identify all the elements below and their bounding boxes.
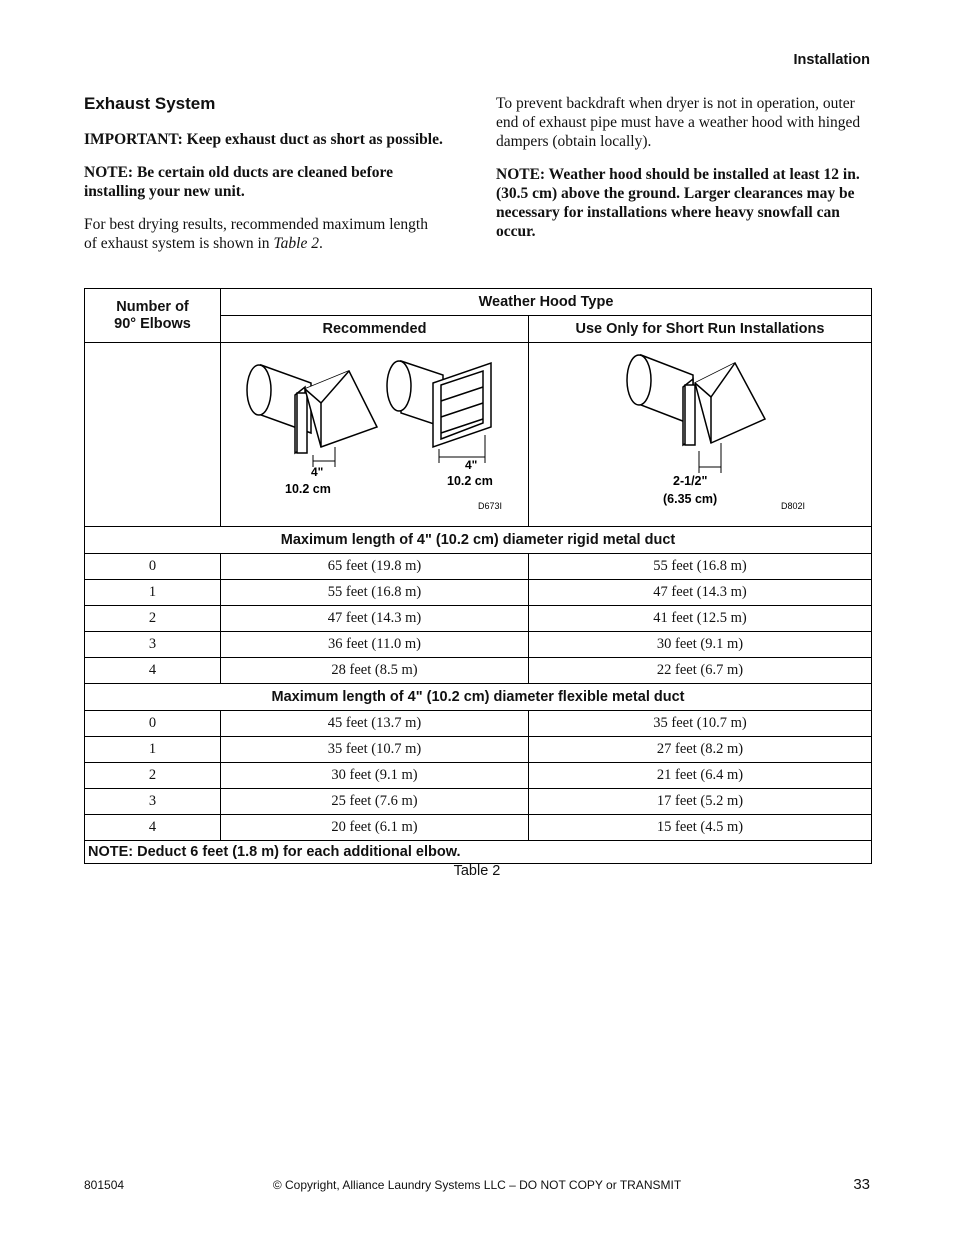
dim-extension bbox=[699, 443, 721, 473]
hood-left-cap bbox=[305, 371, 377, 447]
table-row bbox=[85, 763, 872, 789]
cell-elbows: 4 bbox=[85, 815, 221, 841]
cell-recommended: 45 feet (13.7 m) bbox=[221, 711, 529, 737]
cell-recommended: 25 feet (7.6 m) bbox=[221, 789, 529, 815]
elbows-column-header: Number of 90° Elbows bbox=[85, 289, 221, 343]
hood-left-flange bbox=[297, 393, 307, 453]
cell-short-run: 30 feet (9.1 m) bbox=[529, 632, 872, 658]
section-label: Installation bbox=[793, 52, 870, 68]
recommended-header: Recommended bbox=[221, 316, 529, 343]
body-suffix: . bbox=[318, 235, 323, 252]
short-run-hood-illustration bbox=[529, 343, 871, 521]
cell-elbows: 2 bbox=[85, 763, 221, 789]
dim-metric: (6.35 cm) bbox=[663, 492, 718, 506]
cleaning-note: NOTE: Be certain old ducts are cleaned before installing your new unit. bbox=[84, 164, 393, 200]
table-row bbox=[85, 632, 872, 658]
short-run-header: Use Only for Short Run Installations bbox=[529, 316, 872, 343]
short-run-hood-figure bbox=[529, 343, 872, 527]
weather-hood-note: NOTE: Weather hood should be installed at least 12 in. (30.5 cm) above the ground. Larger clearances may be necessary for installations where heavy snowfall can occur. bbox=[496, 166, 860, 240]
pipe-left-end bbox=[247, 365, 271, 415]
table-row bbox=[85, 737, 872, 763]
cell-elbows: 4 bbox=[85, 658, 221, 684]
body-prefix: For best drying results, recommended maximum length of exhaust system is shown in bbox=[84, 216, 428, 252]
dim-label: 2-1/2" bbox=[673, 474, 708, 488]
cell-short-run: 22 feet (6.7 m) bbox=[529, 658, 872, 684]
pipe-end bbox=[627, 355, 651, 405]
page-heading: Exhaust System bbox=[84, 94, 216, 113]
cell-elbows: 0 bbox=[85, 554, 221, 580]
hood-cap bbox=[695, 363, 765, 443]
figure-blank-cell bbox=[85, 343, 221, 527]
table-row bbox=[85, 815, 872, 841]
cell-short-run: 35 feet (10.7 m) bbox=[529, 711, 872, 737]
cell-recommended: 28 feet (8.5 m) bbox=[221, 658, 529, 684]
weather-hood-type-header: Weather Hood Type bbox=[221, 289, 872, 316]
footer-doc-number: 801504 bbox=[84, 1178, 125, 1192]
figure-code-right: D802I bbox=[781, 501, 806, 511]
recommended-hoods-figure bbox=[221, 343, 529, 527]
dim-left-label: 4" bbox=[311, 465, 324, 479]
elbow-deduction-note: NOTE: Deduct 6 feet (1.8 m) for each additional elbow. bbox=[85, 841, 872, 864]
cell-short-run: 41 feet (12.5 m) bbox=[529, 606, 872, 632]
cell-short-run: 17 feet (5.2 m) bbox=[529, 789, 872, 815]
cell-short-run: 55 feet (16.8 m) bbox=[529, 554, 872, 580]
table-row bbox=[85, 580, 872, 606]
cell-elbows: 1 bbox=[85, 737, 221, 763]
cell-recommended: 35 feet (10.7 m) bbox=[221, 737, 529, 763]
pipe-right-end bbox=[387, 361, 411, 411]
dim-right-metric: 10.2 cm bbox=[447, 474, 493, 488]
left-column bbox=[84, 130, 444, 267]
dim-right-label: 4" bbox=[465, 458, 478, 472]
dim-left-extension bbox=[313, 447, 335, 467]
table-caption: Table 2 bbox=[453, 863, 501, 879]
backdraft-paragraph: To prevent backdraft when dryer is not in operation, outer end of exhaust pipe must have a weather hood with hinged dampers (obtain locally). bbox=[496, 95, 861, 150]
page-number: 33 bbox=[853, 1176, 870, 1193]
footer-copyright: © Copyright, Alliance Laundry Systems LLC – DO NOT COPY or TRANSMIT bbox=[272, 1178, 682, 1192]
right-column bbox=[496, 94, 876, 255]
recommended-hoods-illustration bbox=[221, 343, 528, 521]
table-row bbox=[85, 711, 872, 737]
rigid-duct-rows bbox=[85, 554, 872, 684]
cell-recommended: 55 feet (16.8 m) bbox=[221, 580, 529, 606]
figure-code-left: D673I bbox=[478, 501, 503, 511]
cell-short-run: 21 feet (6.4 m) bbox=[529, 763, 872, 789]
cell-recommended: 30 feet (9.1 m) bbox=[221, 763, 529, 789]
hood-flange bbox=[685, 385, 695, 445]
cell-recommended: 65 feet (19.8 m) bbox=[221, 554, 529, 580]
table-row bbox=[85, 606, 872, 632]
flexible-duct-rows bbox=[85, 711, 872, 841]
cell-short-run: 47 feet (14.3 m) bbox=[529, 580, 872, 606]
important-note: IMPORTANT: Keep exhaust duct as short as possible. bbox=[84, 131, 443, 148]
exhaust-length-table bbox=[84, 288, 872, 864]
cell-recommended: 47 feet (14.3 m) bbox=[221, 606, 529, 632]
table-row bbox=[85, 554, 872, 580]
cell-elbows: 1 bbox=[85, 580, 221, 606]
cell-recommended: 36 feet (11.0 m) bbox=[221, 632, 529, 658]
dim-left-metric: 10.2 cm bbox=[285, 482, 331, 496]
cell-elbows: 3 bbox=[85, 789, 221, 815]
rigid-duct-section-title: Maximum length of 4" (10.2 cm) diameter rigid metal duct bbox=[85, 527, 872, 554]
cell-recommended: 20 feet (6.1 m) bbox=[221, 815, 529, 841]
flexible-duct-section-title: Maximum length of 4" (10.2 cm) diameter flexible metal duct bbox=[85, 684, 872, 711]
cell-elbows: 0 bbox=[85, 711, 221, 737]
table-reference-paragraph bbox=[84, 215, 444, 253]
table-row bbox=[85, 789, 872, 815]
cell-short-run: 15 feet (4.5 m) bbox=[529, 815, 872, 841]
table-row bbox=[85, 658, 872, 684]
cell-elbows: 3 bbox=[85, 632, 221, 658]
cell-short-run: 27 feet (8.2 m) bbox=[529, 737, 872, 763]
cell-elbows: 2 bbox=[85, 606, 221, 632]
table-reference: Table 2 bbox=[273, 235, 319, 252]
